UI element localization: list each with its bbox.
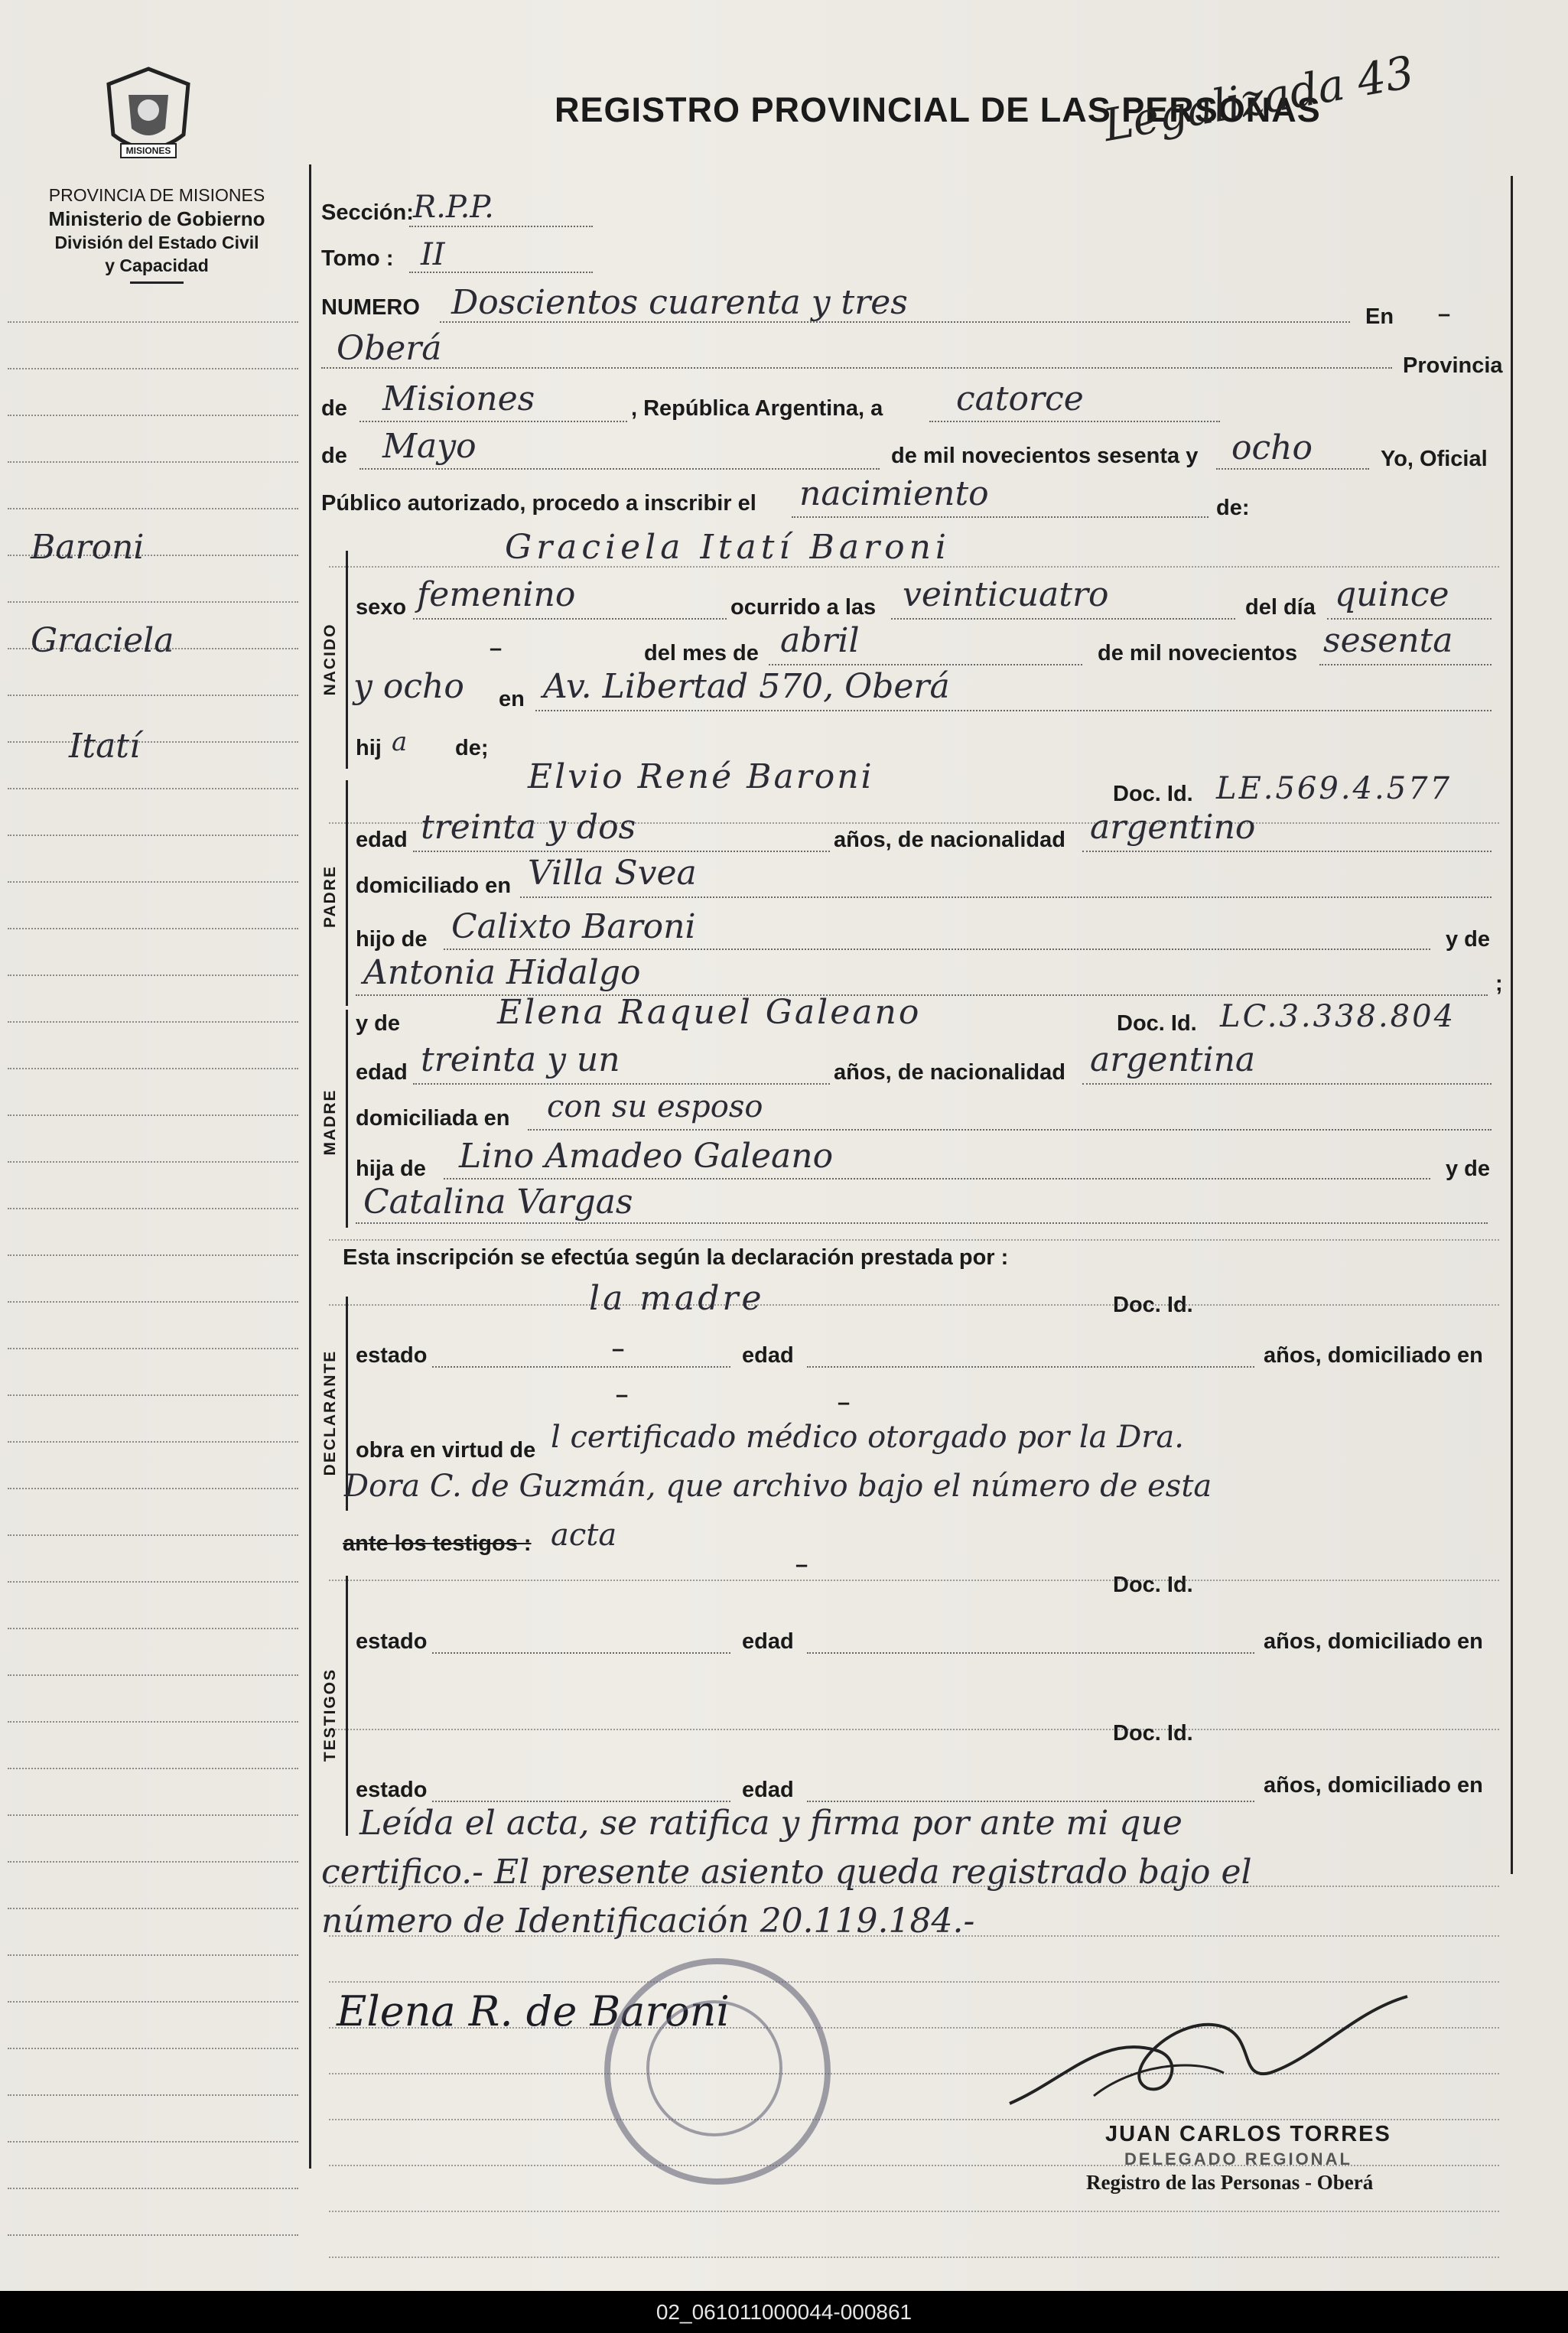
del-mes-label: del mes de xyxy=(644,641,759,665)
de-label-1: de xyxy=(321,396,347,421)
cierre-line-1: Leída el acta, se ratifica y firma por ante mi que xyxy=(359,1804,1183,1843)
madre-domicilio-value: con su esposo xyxy=(547,1089,763,1124)
margin-rule xyxy=(8,1394,298,1396)
margin-rule xyxy=(8,835,298,836)
testigo1-anios-label: años, domiciliado en xyxy=(1264,1629,1483,1654)
seccion-value: R.P.P. xyxy=(413,190,494,225)
madre-dom-label: domiciliada en xyxy=(356,1106,510,1131)
mil-label: de mil novecientos xyxy=(1098,641,1298,665)
testigo1-edad-label: edad xyxy=(742,1629,794,1654)
padre-domicilio-value: Villa Svea xyxy=(528,854,697,893)
tomo-label: Tomo : xyxy=(321,246,394,271)
padre-y-de-label: y de xyxy=(1446,927,1491,952)
margin-rule xyxy=(8,1348,298,1349)
margin-rule xyxy=(8,2001,298,2003)
margin-rule xyxy=(8,1954,298,1956)
padre-dom-label: domiciliado en xyxy=(356,874,512,898)
margin-rule xyxy=(8,1161,298,1163)
declarante-doc-label: Doc. Id. xyxy=(1113,1293,1193,1317)
margin-rule xyxy=(8,508,298,509)
padre-madre-de-value: Antonia Hidalgo xyxy=(363,953,641,992)
margin-second-name: Itatí xyxy=(69,727,141,766)
testigo1-dash: – xyxy=(795,1553,808,1577)
madre-doc-value: LC.3.338.804 xyxy=(1220,999,1456,1034)
margin-rule xyxy=(8,601,298,603)
testigos-value: acta xyxy=(551,1518,617,1553)
anio-nac-b-value: y ocho xyxy=(353,667,464,706)
numero-value: Doscientos cuarenta y tres xyxy=(451,283,908,322)
tomo-value: II xyxy=(421,237,445,272)
padre-anios-label: años, de nacionalidad xyxy=(834,828,1065,852)
declaracion-label: Esta inscripción se efectúa según la declaración prestada por : xyxy=(343,1245,1009,1270)
margin-rule xyxy=(8,788,298,789)
oficial-signature-scribble xyxy=(994,1981,1423,2119)
label-testigos: TESTIGOS xyxy=(321,1668,339,1762)
margin-rule xyxy=(8,415,298,416)
margin-rule xyxy=(8,1674,298,1676)
label-declarante: DECLARANTE xyxy=(321,1349,339,1476)
declarante-estado-label: estado xyxy=(356,1343,428,1368)
testigo1-estado-label: estado xyxy=(356,1629,428,1654)
padre-nacionalidad-value: argentino xyxy=(1090,808,1256,847)
margin-rule xyxy=(8,321,298,323)
madre-edad-value: treinta y un xyxy=(421,1040,620,1079)
form-rule xyxy=(329,1729,1499,1730)
margin-rule xyxy=(8,1488,298,1489)
margin-rule xyxy=(8,1908,298,1909)
margin-rule xyxy=(8,695,298,696)
form-rule xyxy=(329,2257,1499,2258)
padre-doc-value: LE.569.4.577 xyxy=(1216,771,1453,806)
testigo2-edad-label: edad xyxy=(742,1778,794,1802)
madre-nacionalidad-value: argentina xyxy=(1090,1040,1256,1079)
margin-rule xyxy=(8,2141,298,2143)
margin-rule xyxy=(8,1301,298,1303)
agency-header xyxy=(0,184,314,284)
margin-surname: Baroni xyxy=(31,528,145,567)
cierre-line-2: certifico.- El presente asiento queda registrado bajo el xyxy=(321,1853,1252,1892)
en-value: – xyxy=(1438,302,1451,327)
label-nacido: NACIDO xyxy=(321,623,339,696)
dia-value: catorce xyxy=(956,379,1084,418)
margin-rule xyxy=(8,1581,298,1583)
madre-padre-de-value: Lino Amadeo Galeano xyxy=(459,1137,834,1176)
testigos-bracket xyxy=(346,1576,348,1836)
oficial-label: Yo, Oficial xyxy=(1381,447,1488,471)
margin-rule xyxy=(8,928,298,929)
emblem-text: MISIONES xyxy=(125,145,171,156)
margin-rule xyxy=(8,1114,298,1116)
margin-rule xyxy=(8,881,298,883)
publico-label: Público autorizado, procedo a inscribir el xyxy=(321,491,756,516)
mes-nac-value: abril xyxy=(780,621,860,660)
madre-bracket xyxy=(346,1010,348,1228)
testigo2-estado-label: estado xyxy=(356,1778,428,1802)
provincia-label: Provincia xyxy=(1403,353,1503,378)
margin-rule xyxy=(8,1208,298,1209)
form-rule xyxy=(329,1239,1499,1241)
madre-madre-de-value: Catalina Vargas xyxy=(363,1183,633,1222)
sexo-label: sexo xyxy=(356,595,407,620)
madre-edad-label: edad xyxy=(356,1060,408,1085)
agency-line-capacity: y Capacidad xyxy=(105,255,209,275)
oficial-name: JUAN CARLOS TORRES xyxy=(1105,2122,1391,2146)
form-rule xyxy=(329,1580,1499,1581)
nombre-value: Graciela Itatí Baroni xyxy=(505,528,951,567)
document-title: REGISTRO PROVINCIAL DE LAS PERSONAS xyxy=(555,90,1321,129)
agency-line-province: PROVINCIA DE MISIONES xyxy=(48,185,265,205)
cierre-line-3: número de Identificación 20.119.184.- xyxy=(321,1902,975,1941)
nacido-bracket xyxy=(346,551,348,769)
provincia-value: Misiones xyxy=(382,379,535,418)
margin-rule xyxy=(8,1441,298,1443)
margin-rule xyxy=(8,368,298,369)
margin-rule xyxy=(8,1254,298,1256)
margin-rule xyxy=(8,1534,298,1536)
madre-hija-de-label: hija de xyxy=(356,1157,426,1181)
madre-y-de2-label: y de xyxy=(1446,1157,1491,1181)
margin-rule xyxy=(8,741,298,743)
padre-nombre-value: Elvio René Baroni xyxy=(528,757,874,796)
madre-anios-label: años, de nacionalidad xyxy=(834,1060,1065,1085)
agency-line-division: División del Estado Civil xyxy=(54,233,259,252)
testigos-label: ante los testigos : xyxy=(343,1531,532,1556)
en-label: En xyxy=(1365,304,1394,329)
legalizada-annotation: Legalizada 43 xyxy=(1099,45,1418,152)
label-madre: MADRE xyxy=(321,1088,339,1156)
hora-value: veinticuatro xyxy=(903,575,1109,614)
republica-label: , República Argentina, a xyxy=(631,396,883,421)
madre-y-de-label: y de xyxy=(356,1011,401,1036)
de-colon-label: de: xyxy=(1216,496,1250,520)
padre-padre-de-value: Calixto Baroni xyxy=(451,907,696,946)
madre-nombre-value: Elena Raquel Galeano xyxy=(497,993,922,1032)
label-padre: PADRE xyxy=(321,865,339,928)
declarante-nombre-value: la madre xyxy=(589,1279,765,1318)
form-left-border xyxy=(309,164,311,2169)
margin-rule xyxy=(8,2234,298,2236)
padre-edad-value: treinta y dos xyxy=(421,808,636,847)
dia-nac-value: quince xyxy=(1335,575,1449,614)
numero-label: NUMERO xyxy=(321,295,420,320)
declarante-edad-label: edad xyxy=(742,1343,794,1368)
margin-rule xyxy=(8,1628,298,1629)
declarante-signature: Elena R. de Baroni xyxy=(337,1987,730,2035)
hijo-label: hij xyxy=(356,736,382,760)
seccion-label: Sección: xyxy=(321,200,414,225)
mes-value: Mayo xyxy=(382,427,477,466)
sexo-value: femenino xyxy=(417,575,576,614)
margin-rule xyxy=(8,1068,298,1069)
anio-nac-a-value: sesenta xyxy=(1323,621,1453,660)
margin-rule xyxy=(8,461,298,463)
margin-rule xyxy=(8,1021,298,1023)
testigo1-doc-label: Doc. Id. xyxy=(1113,1573,1193,1597)
padre-bracket xyxy=(346,780,348,1006)
oficial-office: Registro de las Personas - Oberá xyxy=(1086,2171,1374,2194)
margin-rule xyxy=(8,1721,298,1723)
provincial-emblem xyxy=(98,64,199,165)
form-rule xyxy=(329,2119,1499,2120)
hijo-suffix: a xyxy=(392,727,408,757)
form-rule xyxy=(329,2211,1499,2212)
obra-label: obra en virtud de xyxy=(356,1438,536,1463)
margin-rule xyxy=(8,2094,298,2096)
oficial-title: DELEGADO REGIONAL xyxy=(1124,2149,1352,2169)
obra-value-b: Dora C. de Guzmán, que archivo bajo el número de esta xyxy=(344,1469,1212,1504)
madre-doc-label: Doc. Id. xyxy=(1117,1011,1197,1036)
declarante-dash-3: – xyxy=(838,1391,851,1415)
lugar-value: Oberá xyxy=(337,329,442,368)
obra-value-a: l certificado médico otorgado por la Dra. xyxy=(551,1420,1184,1455)
ocurrido-label: ocurrido a las xyxy=(730,595,877,620)
image-code-footer: 02_061011000044-000861 xyxy=(0,2291,1568,2333)
declarante-dash-2: – xyxy=(616,1383,629,1407)
hijo-de-label: de; xyxy=(455,736,489,760)
declarante-estado-dash: – xyxy=(612,1337,625,1362)
testigo2-anios-label: años, domiciliado en xyxy=(1264,1773,1483,1798)
anio-label: de mil novecientos sesenta y xyxy=(891,444,1199,468)
anio-value: ocho xyxy=(1231,428,1313,467)
declarante-anios-label: años, domiciliado en xyxy=(1264,1343,1483,1368)
padre-doc-label: Doc. Id. xyxy=(1113,782,1193,806)
testigo2-doc-label: Doc. Id. xyxy=(1113,1721,1193,1746)
lugar-nac-value: Av. Libertad 570, Oberá xyxy=(543,667,950,706)
padre-edad-label: edad xyxy=(356,828,408,852)
margin-rule xyxy=(8,1768,298,1769)
padre-hijo-de-label: hijo de xyxy=(356,927,428,952)
acto-value: nacimiento xyxy=(799,474,989,513)
agency-line-ministry: Ministerio de Gobierno xyxy=(48,207,265,230)
margin-rule xyxy=(8,1861,298,1863)
padre-semicolon: ; xyxy=(1495,971,1503,996)
en-lugar-label: en xyxy=(499,687,525,711)
dash-1: – xyxy=(490,636,503,661)
margin-rule xyxy=(8,2188,298,2189)
margin-first-name: Graciela xyxy=(31,621,174,660)
margin-rule xyxy=(8,975,298,976)
form-right-border xyxy=(1511,176,1513,1874)
margin-rule xyxy=(8,1814,298,1816)
de-label-2: de xyxy=(321,444,347,468)
del-dia-label: del día xyxy=(1245,595,1316,620)
margin-rule xyxy=(8,2048,298,2049)
form-rule xyxy=(329,1304,1499,1306)
